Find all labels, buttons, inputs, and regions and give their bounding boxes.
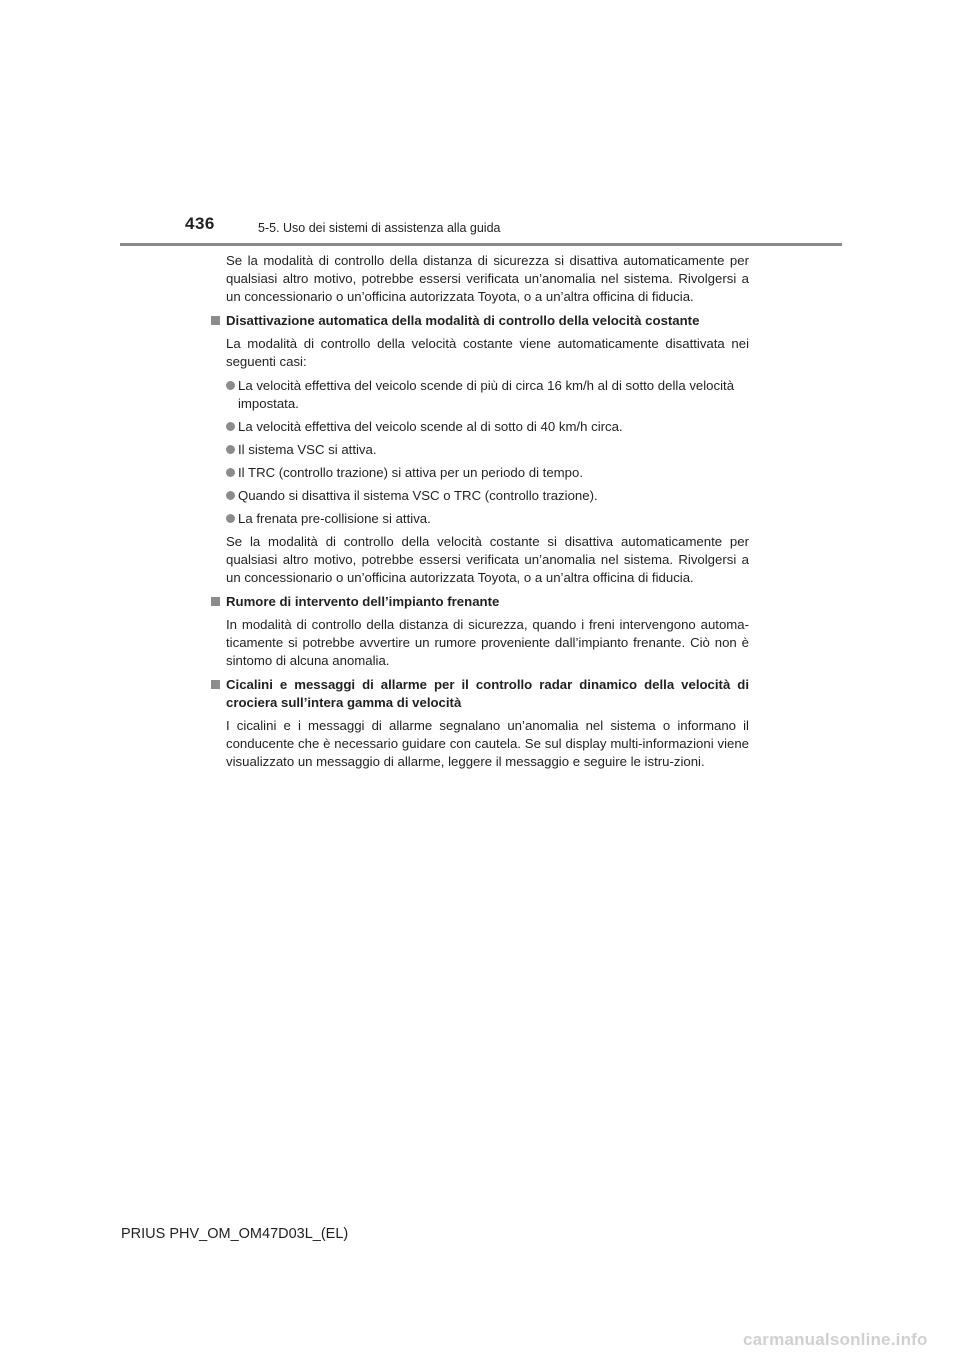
header-divider (120, 243, 842, 246)
list-item-text: Il TRC (controllo trazione) si attiva per un periodo di tempo. (238, 465, 583, 480)
intro-paragraph: Se la modalità di controllo della distanza di sicurezza si disattiva automaticamente per qualsiasi altro motivo, potrebbe essersi verificata un’anomalia nel sistema. Rivolgersi a un concessionario o un’officina autorizzata Toyota, o a un’altra officina di fiducia. (226, 253, 749, 304)
round-bullet-icon (226, 445, 235, 454)
round-bullet-icon (226, 514, 235, 523)
list-item (211, 418, 749, 436)
section-closing-paragraph: Se la modalità di controllo della velocità costante si disattiva automaticamente per qualsiasi altro motivo, potrebbe essersi verificata un’anomalia nel sistema. Rivolgersi a un concessionario o un’officina autorizzata Toyota, o a un’altra officina di fiducia. (226, 534, 749, 585)
square-bullet-icon (211, 597, 220, 606)
list-item-text: Quando si disattiva il sistema VSC o TRC (controllo trazione). (238, 488, 598, 503)
round-bullet-icon (226, 422, 235, 431)
list-item-text: La velocità effettiva del veicolo scende di più di circa 16 km/h al di sotto della velocità impostata. (238, 378, 735, 411)
page-content (211, 252, 749, 777)
square-bullet-icon (211, 680, 220, 689)
watermark: carmanualsonline.info (743, 1330, 928, 1349)
square-bullet-icon (211, 316, 220, 325)
list-item (211, 510, 749, 528)
list-item-text: La velocità effettiva del veicolo scende al di sotto di 40 km/h circa. (238, 419, 623, 434)
round-bullet-icon (226, 381, 235, 390)
section-header: 5-5. Uso dei sistemi di assistenza alla guida (258, 221, 501, 235)
round-bullet-icon (226, 468, 235, 477)
section-heading-text: Cicalini e messaggi di allarme per il controllo radar dinamico della velocità di crociera sull’intera gamma di velocità (226, 677, 749, 710)
section-heading-brake-noise (211, 593, 749, 611)
warnings-paragraph: I cicalini e i messaggi di allarme segnalano un’anomalia nel sistema o informano il conducente che è necessario guidare con cautela. Se sul display multi-informazioni viene visualizzato un messaggio di allarme, leggere il messaggio e seguire le istru-zioni. (226, 718, 749, 769)
list-item (211, 377, 749, 413)
list-item (211, 441, 749, 459)
list-item-text: Il sistema VSC si attiva. (238, 442, 377, 457)
section-heading-buzzers-warnings (211, 676, 749, 712)
section-heading-text: Disattivazione automatica della modalità di controllo della velocità costante (226, 313, 700, 328)
brake-noise-paragraph: In modalità di controllo della distanza di sicurezza, quando i freni intervengono automa-ticamente si potrebbe avvertire un rumore proveniente dall’impianto frenante. Ciò non è sintomo di alcuna anomalia. (226, 617, 749, 668)
document-code: PRIUS PHV_OM_OM47D03L_(EL) (121, 1226, 349, 1242)
round-bullet-icon (226, 491, 235, 500)
section-heading-auto-deactivation (211, 312, 749, 330)
list-item (211, 464, 749, 482)
list-item-text: La frenata pre-collisione si attiva. (238, 511, 431, 526)
list-item (211, 487, 749, 505)
section-heading-text: Rumore di intervento dell’impianto frenante (226, 594, 500, 609)
section-intro: La modalità di controllo della velocità costante viene automaticamente disattivata nei seguenti casi: (226, 336, 749, 369)
page-number: 436 (185, 214, 215, 233)
